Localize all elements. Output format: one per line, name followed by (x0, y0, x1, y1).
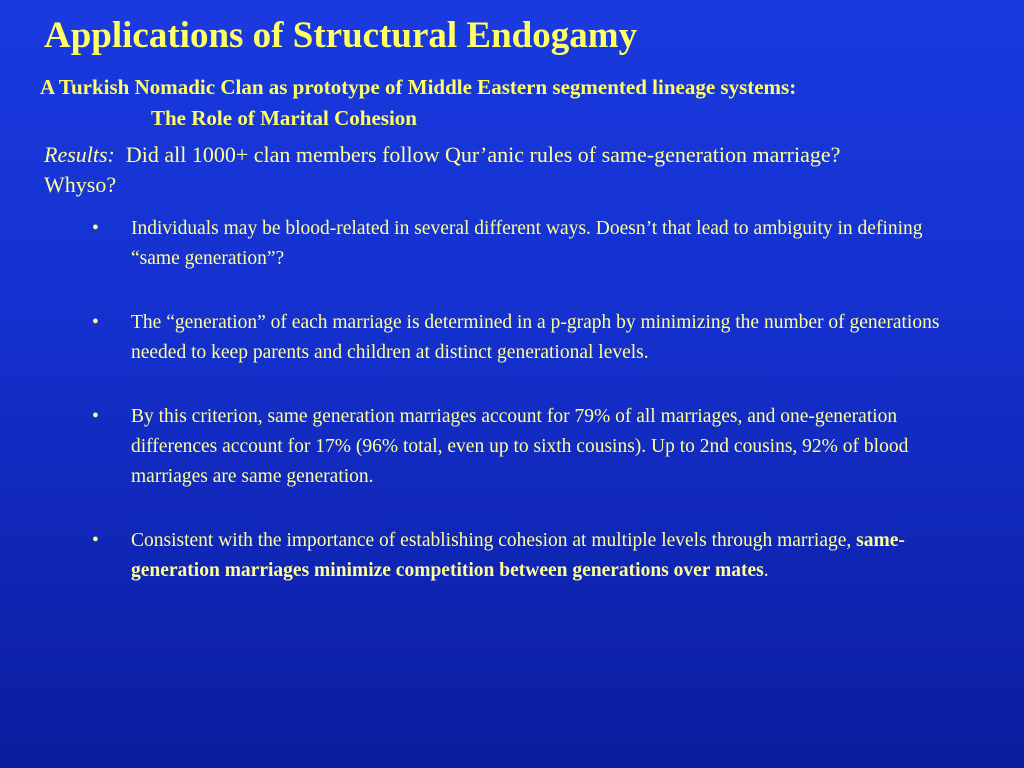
bullet-text: By this criterion, same generation marriages account for 79% of all marriages, and one-generation differences account for 17% (96% total, even up to sixth cousins). Up to 2nd cousins, 92% of blood marriages are same generation. (131, 406, 909, 487)
subtitle-line-2: The Role of Marital Cohesion (151, 106, 417, 130)
bullet-text-emphasis: same-generation marriages minimize competition between generations over mates (131, 530, 905, 581)
slide-title: Applications of Structural Endogamy (44, 15, 638, 56)
bullet-item (92, 402, 942, 492)
results-text: Did all 1000+ clan members follow Qur’anic rules of same-generation marriage? Whyso? (44, 142, 841, 197)
bullet-text-end: . (763, 560, 769, 581)
bullet-marker: • (92, 406, 99, 427)
bullet-marker: • (92, 312, 99, 333)
results-label: Results: (44, 142, 115, 167)
bullet-text-plain: Consistent with the importance of establishing cohesion at multiple levels through marriage, (131, 530, 857, 551)
bullet-item (92, 526, 942, 586)
bullet-text: Individuals may be blood-related in several different ways. Doesn’t that lead to ambiguity in defining “same generation”? (131, 218, 923, 269)
bullet-text: The “generation” of each marriage is determined in a p-graph by minimizing the number of generations needed to keep parents and children at distinct generational levels. (131, 312, 940, 363)
bullet-list (92, 214, 942, 620)
bullet-marker: • (92, 218, 99, 239)
bullet-marker: • (92, 530, 99, 551)
slide-subtitle (40, 72, 1020, 134)
results-paragraph (44, 140, 864, 200)
bullet-item (92, 214, 942, 274)
bullet-item (92, 308, 942, 368)
subtitle-line-1: A Turkish Nomadic Clan as prototype of Middle Eastern segmented lineage systems: (40, 75, 797, 99)
